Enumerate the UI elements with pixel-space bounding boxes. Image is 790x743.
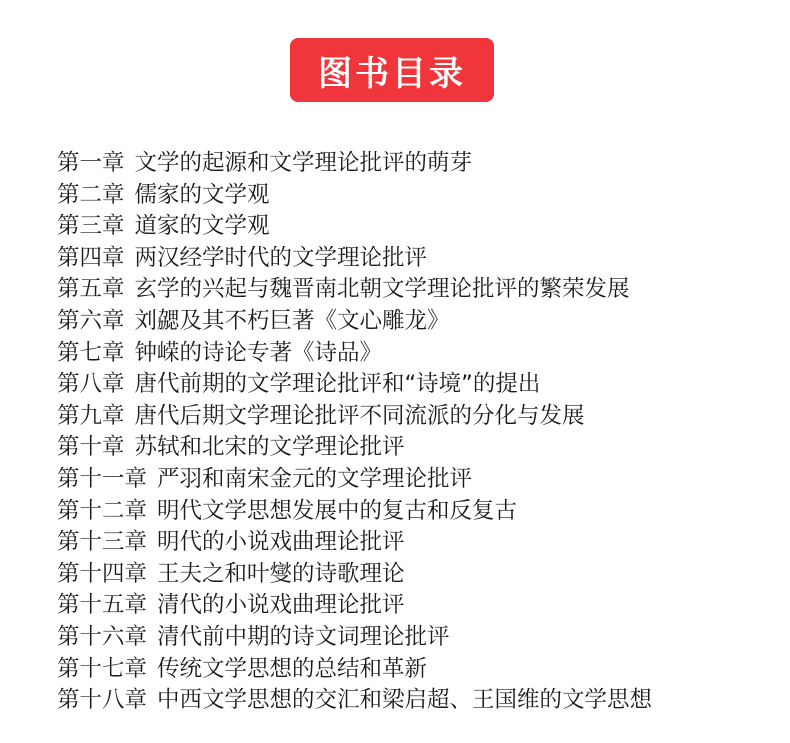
toc-item (57, 622, 652, 654)
chapter-title: 传统文学思想的总结和革新 (157, 655, 428, 682)
chapter-number: 第十五章 (57, 592, 148, 619)
toc-item (57, 432, 652, 464)
chapter-title: 清代的小说戏曲理论批评 (157, 592, 405, 619)
chapter-number: 第十六章 (57, 623, 148, 650)
chapter-title: 唐代后期文学理论批评不同流派的分化与发展 (134, 402, 585, 429)
chapter-number: 第十一章 (57, 465, 148, 492)
title-badge (290, 38, 494, 102)
chapter-number: 第九章 (57, 402, 125, 429)
chapter-title: 钟嵘的诗论专著《诗品》 (134, 339, 383, 366)
page-title: 图书目录 (318, 53, 466, 94)
chapter-number: 第十八章 (57, 687, 148, 714)
toc-item (57, 527, 652, 559)
chapter-number: 第三章 (57, 213, 125, 240)
toc-item (57, 559, 652, 591)
toc-item (57, 211, 652, 243)
toc-item (57, 590, 652, 622)
toc-item (57, 685, 652, 717)
toc-item (57, 464, 652, 496)
chapter-number: 第十章 (57, 434, 125, 461)
chapter-title: 文学的起源和文学理论批评的萌芽 (134, 150, 473, 176)
chapter-number: 第五章 (57, 276, 125, 303)
chapter-title: 唐代前期的文学理论批评和“诗境”的提出 (134, 371, 541, 398)
chapter-number: 第十二章 (57, 497, 148, 524)
chapter-title: 清代前中期的诗文词理论批评 (157, 623, 450, 650)
toc-item (57, 180, 652, 212)
chapter-title: 道家的文学观 (134, 213, 270, 240)
table-of-contents (57, 148, 652, 717)
chapter-title: 中西文学思想的交汇和梁启超、王国维的文学思想 (157, 687, 653, 714)
chapter-title: 玄学的兴起与魏晋南北朝文学理论批评的繁荣发展 (134, 276, 630, 303)
chapter-title: 苏轼和北宋的文学理论批评 (134, 434, 405, 461)
toc-item (57, 401, 652, 433)
chapter-title: 严羽和南宋金元的文学理论批评 (157, 465, 473, 492)
chapter-number: 第一章 (57, 150, 125, 176)
chapter-number: 第十三章 (57, 529, 148, 556)
chapter-number: 第六章 (57, 307, 125, 334)
chapter-number: 第七章 (57, 339, 125, 366)
toc-item (57, 654, 652, 686)
toc-item (57, 148, 652, 180)
toc-item (57, 243, 652, 275)
toc-item (57, 274, 652, 306)
chapter-title: 明代的小说戏曲理论批评 (157, 529, 405, 556)
chapter-number: 第八章 (57, 371, 125, 398)
chapter-number: 第十四章 (57, 560, 148, 587)
toc-item (57, 306, 652, 338)
chapter-title: 明代文学思想发展中的复古和反复古 (157, 497, 518, 524)
chapter-title: 儒家的文学观 (134, 181, 270, 208)
chapter-title: 刘勰及其不朽巨著《文心雕龙》 (134, 307, 450, 334)
toc-item (57, 338, 652, 370)
chapter-title: 两汉经学时代的文学理论批评 (134, 244, 428, 271)
chapter-number: 第四章 (57, 244, 125, 271)
chapter-number: 第二章 (57, 181, 125, 208)
chapter-title: 王夫之和叶燮的诗歌理论 (157, 560, 405, 587)
chapter-number: 第十七章 (57, 655, 148, 682)
toc-item (57, 496, 652, 528)
toc-item (57, 369, 652, 401)
